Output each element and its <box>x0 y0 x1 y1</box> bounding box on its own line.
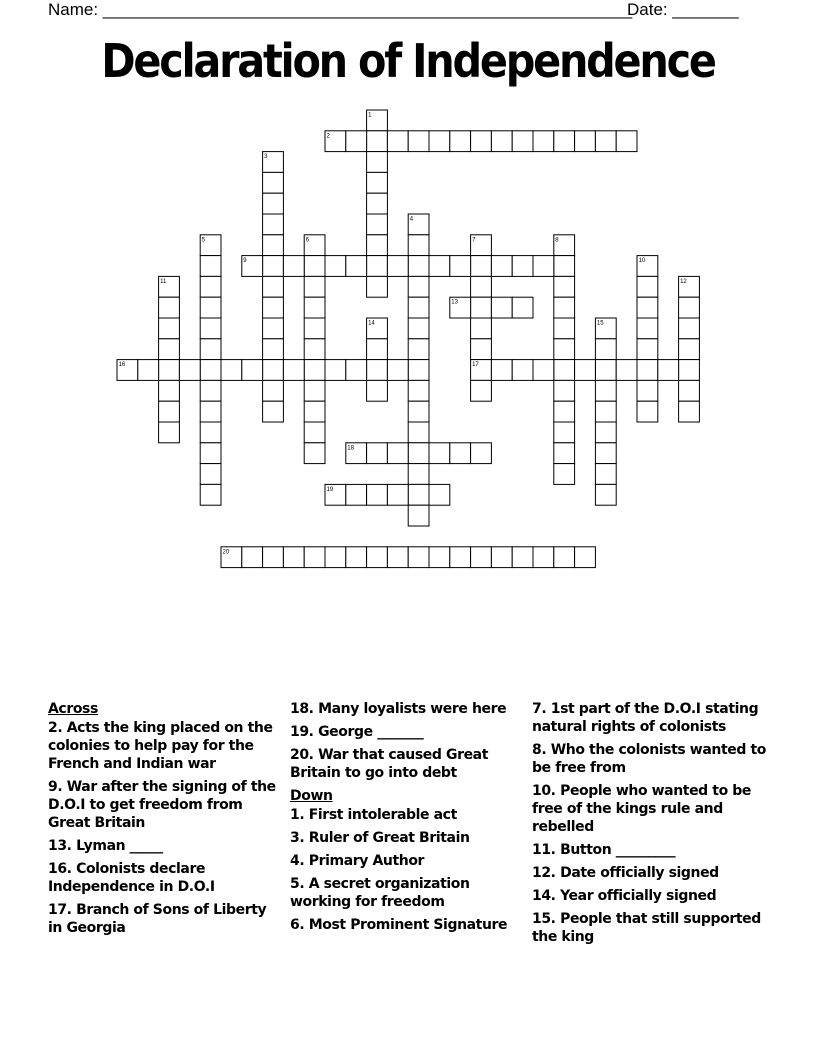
grid-cell[interactable] <box>595 339 616 360</box>
grid-cell[interactable] <box>159 380 180 401</box>
grid-cell[interactable] <box>616 360 637 381</box>
grid-cell[interactable] <box>408 131 429 152</box>
clue-number: 11. <box>532 842 556 858</box>
grid-cell[interactable] <box>367 193 388 214</box>
grid-cell[interactable] <box>304 297 325 318</box>
clue-text: A secret organization working for freedom <box>290 876 470 910</box>
grid-cell[interactable] <box>679 339 700 360</box>
grid-cell[interactable] <box>221 360 242 381</box>
clue-number-label: 13 <box>451 299 458 306</box>
clue-text: Colonists declare Independence in D.O.I <box>48 861 215 895</box>
grid-cell[interactable] <box>512 547 533 568</box>
date-field-label: Date: _______ <box>627 0 739 19</box>
clue-item <box>290 746 526 782</box>
clue-text: George _______ <box>318 724 424 740</box>
grid-cell[interactable] <box>200 443 221 464</box>
grid-cell[interactable] <box>471 276 492 297</box>
clue-number-label: 18 <box>347 445 354 452</box>
clue-item <box>48 719 284 773</box>
clue-text: People who wanted to be free of the kings rule and rebelled <box>532 783 751 835</box>
clue-number: 7. <box>532 701 547 717</box>
grid-cell[interactable] <box>408 360 429 381</box>
clue-number-label: 10 <box>638 258 646 265</box>
clue-number: 8. <box>532 742 547 758</box>
grid-cell[interactable] <box>304 422 325 443</box>
grid-cell[interactable] <box>679 360 700 381</box>
clue-text: War after the signing of the D.O.I to get freedom from Great Britain <box>48 779 276 831</box>
grid-cell[interactable] <box>429 484 450 505</box>
clue-number-label: 12 <box>680 278 687 285</box>
clue-section-heading: Down <box>290 788 333 804</box>
clue-number: 16. <box>48 861 72 877</box>
clues-column-1 <box>48 700 284 942</box>
clue-number-label: 5 <box>201 237 206 244</box>
grid-cell[interactable] <box>367 380 388 401</box>
grid-cell[interactable] <box>471 443 492 464</box>
grid-cell[interactable] <box>512 131 533 152</box>
clue-item <box>532 910 768 946</box>
clue-text: Who the colonists wanted to be free from <box>532 742 766 776</box>
grid-cell[interactable] <box>263 297 284 318</box>
grid-cell[interactable] <box>283 360 304 381</box>
grid-cell[interactable] <box>679 318 700 339</box>
clue-item <box>48 860 284 896</box>
grid-cell[interactable] <box>533 360 554 381</box>
grid-cell[interactable] <box>554 401 575 422</box>
clue-text: People that still supported the king <box>532 911 761 945</box>
grid-cell[interactable] <box>304 360 325 381</box>
clue-item <box>290 916 526 934</box>
grid-cell[interactable] <box>263 360 284 381</box>
clue-number-label: 15 <box>596 320 604 327</box>
clue-item <box>532 700 768 736</box>
clue-number-label: 4 <box>409 216 414 223</box>
clue-number: 18. <box>290 701 314 717</box>
grid-cell[interactable] <box>491 256 512 277</box>
grid-cell[interactable] <box>346 256 367 277</box>
grid-cell[interactable] <box>658 360 679 381</box>
clue-item <box>532 841 768 859</box>
grid-cell[interactable] <box>387 360 408 381</box>
grid-cell[interactable] <box>408 235 429 256</box>
grid-cell[interactable] <box>512 256 533 277</box>
grid-cell[interactable] <box>367 256 388 277</box>
grid-cell[interactable] <box>554 360 575 381</box>
grid-cell[interactable] <box>263 193 284 214</box>
grid-cell[interactable] <box>159 360 180 381</box>
grid-cell[interactable] <box>304 318 325 339</box>
grid-cell[interactable] <box>616 131 637 152</box>
grid-cell[interactable] <box>512 360 533 381</box>
grid-cell[interactable] <box>429 547 450 568</box>
grid-cell[interactable] <box>595 380 616 401</box>
grid-cell[interactable] <box>283 256 304 277</box>
clue-item <box>532 887 768 905</box>
clue-number: 1. <box>290 807 305 823</box>
clue-item <box>48 837 284 855</box>
grid-cell[interactable] <box>491 131 512 152</box>
grid-cell[interactable] <box>408 318 429 339</box>
grid-cell[interactable] <box>491 547 512 568</box>
grid-cell[interactable] <box>408 505 429 526</box>
grid-cell[interactable] <box>367 214 388 235</box>
grid-cell[interactable] <box>450 547 471 568</box>
clue-text: Branch of Sons of Liberty in Georgia <box>48 902 267 936</box>
grid-cell[interactable] <box>367 547 388 568</box>
grid-cell[interactable] <box>408 401 429 422</box>
grid-cell[interactable] <box>367 276 388 297</box>
clue-item <box>48 778 284 832</box>
grid-cell[interactable] <box>450 443 471 464</box>
clue-text: Acts the king placed on the colonies to help pay for the French and Indian war <box>48 720 273 772</box>
grid-cell[interactable] <box>637 276 658 297</box>
clue-number: 17. <box>48 902 72 918</box>
grid-cell[interactable] <box>387 256 408 277</box>
grid-cell[interactable] <box>159 422 180 443</box>
grid-cell[interactable] <box>200 339 221 360</box>
grid-cell[interactable] <box>575 360 596 381</box>
clue-number-label: 9 <box>243 258 247 265</box>
grid-cell[interactable] <box>159 339 180 360</box>
grid-cell[interactable] <box>512 297 533 318</box>
clue-text: Year officially signed <box>560 888 717 904</box>
grid-cell[interactable] <box>387 443 408 464</box>
grid-cell[interactable] <box>200 380 221 401</box>
grid-cell[interactable] <box>367 443 388 464</box>
clues-column-3 <box>532 700 768 951</box>
clue-number-label: 19 <box>326 486 334 493</box>
grid-cell[interactable] <box>242 360 263 381</box>
grid-cell[interactable] <box>179 360 200 381</box>
clue-number: 14. <box>532 888 556 904</box>
clue-number: 15. <box>532 911 556 927</box>
clue-item <box>532 741 768 777</box>
grid-cell[interactable] <box>429 443 450 464</box>
grid-cell[interactable] <box>450 131 471 152</box>
clue-text: Date officially signed <box>560 865 719 881</box>
grid-cell[interactable] <box>263 380 284 401</box>
grid-cell[interactable] <box>325 547 346 568</box>
grid-cell[interactable] <box>554 276 575 297</box>
grid-cell[interactable] <box>200 297 221 318</box>
clue-number-label: 11 <box>160 278 167 285</box>
grid-cell[interactable] <box>263 256 284 277</box>
grid-cell[interactable] <box>429 131 450 152</box>
grid-cell[interactable] <box>533 547 554 568</box>
clue-number: 10. <box>532 783 556 799</box>
clue-number: 3. <box>290 830 305 846</box>
clue-text: First intolerable act <box>308 807 457 823</box>
grid-cell[interactable] <box>367 152 388 173</box>
grid-cell[interactable] <box>367 484 388 505</box>
clue-text: Lyman _____ <box>76 838 163 854</box>
clue-number-label: 3 <box>264 154 268 161</box>
grid-cell[interactable] <box>533 131 554 152</box>
clue-text: Button _________ <box>560 842 676 858</box>
grid-cell[interactable] <box>679 380 700 401</box>
grid-cell[interactable] <box>367 339 388 360</box>
grid-cell[interactable] <box>159 297 180 318</box>
grid-cell[interactable] <box>679 401 700 422</box>
grid-cell[interactable] <box>304 339 325 360</box>
grid-cell[interactable] <box>408 422 429 443</box>
grid-cell[interactable] <box>346 484 367 505</box>
grid-cell[interactable] <box>263 172 284 193</box>
grid-cell[interactable] <box>304 401 325 422</box>
grid-cell[interactable] <box>554 464 575 485</box>
grid-cell[interactable] <box>200 401 221 422</box>
grid-cell[interactable] <box>408 484 429 505</box>
grid-cell[interactable] <box>429 256 450 277</box>
grid-cell[interactable] <box>304 547 325 568</box>
grid-cell[interactable] <box>346 547 367 568</box>
clue-text: Most Prominent Signature <box>308 917 508 933</box>
clue-number-label: 14 <box>368 320 375 327</box>
grid-cell[interactable] <box>159 401 180 422</box>
grid-cell[interactable] <box>595 464 616 485</box>
grid-cell[interactable] <box>637 297 658 318</box>
clue-text: Many loyalists were here <box>318 701 507 717</box>
grid-cell[interactable] <box>637 401 658 422</box>
grid-cell[interactable] <box>304 256 325 277</box>
grid-cell[interactable] <box>554 547 575 568</box>
grid-cell[interactable] <box>304 443 325 464</box>
grid-cell[interactable] <box>408 339 429 360</box>
clue-number: 9. <box>48 779 63 795</box>
grid-cell[interactable] <box>595 131 616 152</box>
grid-cell[interactable] <box>471 131 492 152</box>
grid-cell[interactable] <box>263 235 284 256</box>
clue-text: War that caused Great Britain to go into debt <box>290 747 489 781</box>
grid-cell[interactable] <box>471 256 492 277</box>
grid-cell[interactable] <box>554 443 575 464</box>
grid-cell[interactable] <box>471 318 492 339</box>
grid-cell[interactable] <box>408 256 429 277</box>
grid-cell[interactable] <box>304 276 325 297</box>
grid-cell[interactable] <box>263 318 284 339</box>
grid-cell[interactable] <box>491 297 512 318</box>
grid-cell[interactable] <box>408 380 429 401</box>
clue-number-label: 6 <box>305 237 310 244</box>
grid-cell[interactable] <box>346 360 367 381</box>
grid-cell[interactable] <box>450 256 471 277</box>
grid-cell[interactable] <box>263 401 284 422</box>
clue-item <box>290 806 526 824</box>
grid-cell[interactable] <box>637 339 658 360</box>
page-title: Declaration of Independence <box>101 34 715 88</box>
grid-cell[interactable] <box>200 464 221 485</box>
clue-number: 5. <box>290 876 305 892</box>
grid-cell[interactable] <box>200 256 221 277</box>
clue-item <box>290 723 526 741</box>
clue-number-label: 20 <box>222 549 230 556</box>
grid-cell[interactable] <box>554 297 575 318</box>
clue-number: 4. <box>290 853 305 869</box>
clue-item <box>48 901 284 937</box>
grid-cell[interactable] <box>554 256 575 277</box>
clue-number-label: 16 <box>118 362 126 369</box>
grid-cell[interactable] <box>595 360 616 381</box>
grid-cell[interactable] <box>679 297 700 318</box>
clue-number-label: 2 <box>326 133 330 140</box>
grid-cell[interactable] <box>471 547 492 568</box>
grid-cell[interactable] <box>471 380 492 401</box>
clue-item <box>532 782 768 836</box>
clue-number: 20. <box>290 747 314 763</box>
grid-cell[interactable] <box>325 256 346 277</box>
grid-cell[interactable] <box>408 443 429 464</box>
name-field-label: Name: ________________________________________________________ <box>48 0 633 19</box>
grid-cell[interactable] <box>387 484 408 505</box>
grid-cell[interactable] <box>595 484 616 505</box>
grid-cell[interactable] <box>263 214 284 235</box>
clue-number-label: 17 <box>472 362 479 369</box>
clue-text: Primary Author <box>308 853 425 869</box>
grid-cell[interactable] <box>471 339 492 360</box>
grid-cell[interactable] <box>367 172 388 193</box>
clue-item <box>290 875 526 911</box>
grid-cell[interactable] <box>408 547 429 568</box>
grid-cell[interactable] <box>595 443 616 464</box>
grid-cell[interactable] <box>367 131 388 152</box>
grid-cell[interactable] <box>263 339 284 360</box>
grid-cell[interactable] <box>159 318 180 339</box>
grid-cell[interactable] <box>595 422 616 443</box>
grid-cell[interactable] <box>554 131 575 152</box>
grid-cell[interactable] <box>263 276 284 297</box>
grid-cell[interactable] <box>554 318 575 339</box>
grid-cell[interactable] <box>595 401 616 422</box>
grid-cell[interactable] <box>367 235 388 256</box>
grid-cell[interactable] <box>200 360 221 381</box>
grid-cell[interactable] <box>554 339 575 360</box>
clues-column-2 <box>290 700 526 939</box>
grid-cell[interactable] <box>346 131 367 152</box>
grid-cell[interactable] <box>242 547 263 568</box>
grid-cell[interactable] <box>283 547 304 568</box>
grid-cell[interactable] <box>200 318 221 339</box>
clue-item <box>290 829 526 847</box>
grid-cell[interactable] <box>387 547 408 568</box>
clue-number: 13. <box>48 838 72 854</box>
clue-number: 19. <box>290 724 314 740</box>
grid-cell[interactable] <box>471 297 492 318</box>
clue-item <box>532 864 768 882</box>
grid-cell[interactable] <box>554 380 575 401</box>
grid-cell[interactable] <box>200 484 221 505</box>
grid-cell[interactable] <box>325 360 346 381</box>
grid-cell[interactable] <box>575 547 596 568</box>
grid-cell[interactable] <box>408 464 429 485</box>
grid-cell[interactable] <box>304 380 325 401</box>
clue-section-heading: Across <box>48 701 98 717</box>
clue-number-label: 7 <box>472 237 476 244</box>
grid-cell[interactable] <box>408 297 429 318</box>
grid-cell[interactable] <box>637 380 658 401</box>
grid-cell[interactable] <box>575 131 596 152</box>
grid-cell[interactable] <box>200 422 221 443</box>
grid-cell[interactable] <box>263 547 284 568</box>
clue-number: 2. <box>48 720 63 736</box>
grid-cell[interactable] <box>200 276 221 297</box>
clue-number: 6. <box>290 917 305 933</box>
grid-cell[interactable] <box>387 131 408 152</box>
grid-cell[interactable] <box>637 318 658 339</box>
clue-number-label: 1 <box>368 112 372 119</box>
clue-item <box>290 852 526 870</box>
grid-cell[interactable] <box>491 360 512 381</box>
grid-cell[interactable] <box>533 256 554 277</box>
grid-cell[interactable] <box>367 360 388 381</box>
grid-cell[interactable] <box>138 360 159 381</box>
clue-text: 1st part of the D.O.I stating natural rights of colonists <box>532 701 759 735</box>
grid-cell[interactable] <box>408 276 429 297</box>
clue-number: 12. <box>532 865 556 881</box>
clue-item <box>290 700 526 718</box>
clue-number-label: 8 <box>555 237 559 244</box>
clue-text: Ruler of Great Britain <box>308 830 470 846</box>
grid-cell[interactable] <box>637 360 658 381</box>
grid-cell[interactable] <box>554 422 575 443</box>
